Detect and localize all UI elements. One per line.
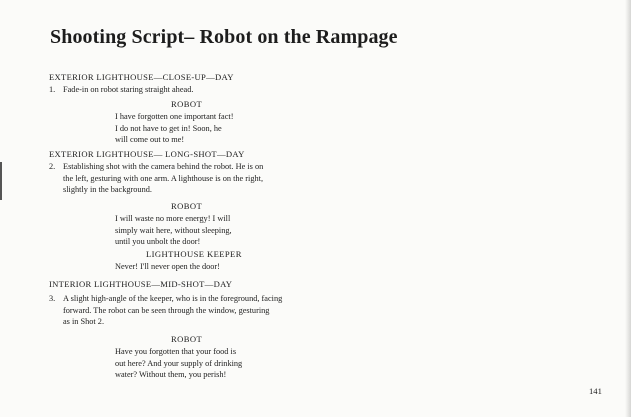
direction-line: Establishing shot with the camera behind the robot. He is on [63,162,264,171]
direction-line: forward. The robot can be seen through the window, gesturing [63,305,270,315]
direction-line: slightly in the background. [63,185,152,194]
shot-number-2: 2. [49,162,56,171]
scene-heading-3: INTERIOR LIGHTHOUSE—MID-SHOT—DAY [49,279,233,289]
dialogue-line: out here? And your supply of drinking [115,358,243,368]
dialogue-line: I will waste no more energy! I will [115,214,231,223]
speaker-label-2: ROBOT [171,201,203,211]
dialogue-line: until you unbolt the door! [115,237,201,246]
dialogue-line: I have forgotten one important fact! [115,112,234,121]
shot-direction-2 [49,161,263,196]
dialogue-line: simply wait here, without sleeping, [115,225,232,235]
dialogue-line: will come out to me! [115,135,185,144]
scene-heading-1: EXTERIOR LIGHTHOUSE—CLOSE-UP—DAY [49,72,234,82]
page-title: Shooting Script– Robot on the Rampage [50,26,398,48]
dialogue-block-3 [115,346,242,381]
direction-line: the left, gesturing with one arm. A lighthouse is on the right, [63,173,264,183]
page-edge-shadow [625,0,631,417]
speaker-label-1: ROBOT [171,99,203,109]
shot-number-1: 1. [49,85,56,94]
dialogue-block-keeper [115,261,220,273]
direction-line: as in Shot 2. [63,317,105,326]
direction-line: Fade-in on robot staring straight ahead. [63,85,194,94]
scene-heading-2: EXTERIOR LIGHTHOUSE— LONG-SHOT—DAY [49,149,245,159]
dialogue-line: Never! I'll never open the door! [115,262,220,271]
dialogue-block-1 [115,111,234,146]
direction-line: A slight high-angle of the keeper, who is in the foreground, facing [63,294,283,303]
shot-number-3: 3. [49,294,56,303]
dialogue-block-2 [115,213,232,248]
shot-direction-3 [49,293,282,328]
speaker-label-keeper: LIGHTHOUSE KEEPER [146,249,242,259]
dialogue-line: water? Without them, you perish! [115,370,227,379]
margin-mark [0,162,2,200]
speaker-label-3: ROBOT [171,334,203,344]
dialogue-line: I do not have to get in! Soon, he [115,123,222,133]
dialogue-line: Have you forgotten that your food is [115,347,237,356]
page-number: 141 [589,386,602,396]
shot-direction-1 [49,84,193,96]
